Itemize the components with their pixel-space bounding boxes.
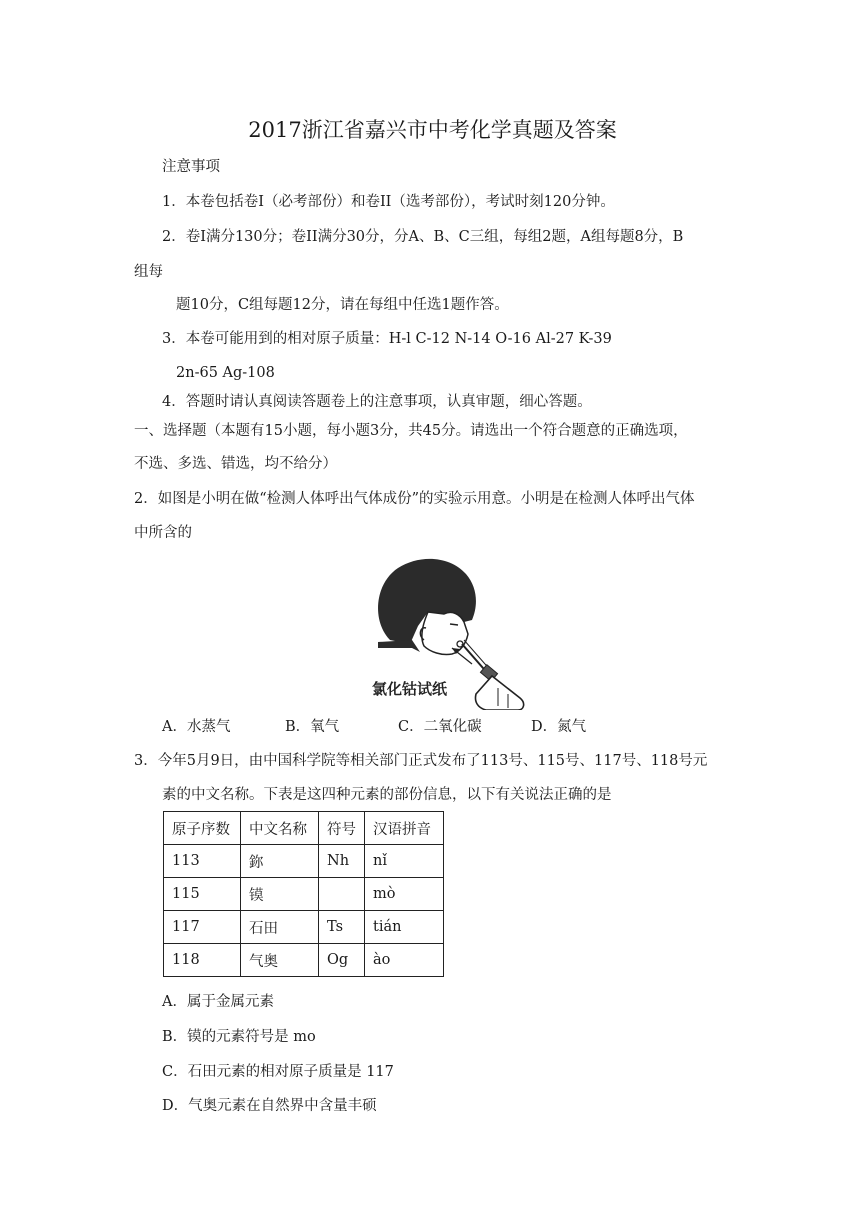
table-cell: Ts: [319, 911, 365, 944]
table-cell: 117: [164, 911, 241, 944]
notice-item-2-cont: 组每: [134, 264, 163, 280]
question-3-option-b: B．镆的元素符号是 mo: [162, 1029, 316, 1045]
question-2-option-b: B．氧气: [285, 719, 340, 735]
table-cell: 115: [164, 878, 241, 911]
table-cell: 石田: [241, 911, 319, 944]
table-row: [164, 911, 444, 944]
question-2-option-d: D．氮气: [531, 719, 587, 735]
table-cell: nǐ: [365, 845, 444, 878]
question-3-option-a: A．属于金属元素: [162, 994, 274, 1010]
question-2-stem-cont: 中所含的: [134, 525, 192, 541]
question-2-option-a: A．水蒸气: [162, 719, 231, 735]
question-3-option-c: C．石田元素的相对原子质量是 117: [162, 1064, 394, 1080]
question-3-stem: 3．今年5月9日，由中国科学院等相关部门正式发布了113号、115号、117号、118号元: [134, 753, 708, 769]
table-cell: [319, 878, 365, 911]
table-header-row: [164, 812, 444, 845]
document-title: 2017浙江省嘉兴市中考化学真题及答案: [248, 118, 617, 142]
table-cell: 鉨: [241, 845, 319, 878]
notice-item-3-cont: 2n-65 Ag-108: [176, 365, 275, 381]
notice-item-3: 3．本卷可能用到的相对原子质量：H-l C-12 N-14 O-16 Al-27 K-39: [162, 331, 612, 347]
table-cell: 118: [164, 944, 241, 977]
section-heading-cont: 不选、多选、错选，均不给分）: [134, 456, 337, 472]
person-blowing-into-bottle-illustration: [368, 548, 530, 710]
notice-item-2-cont2: 题10分，C组每题12分，请在每组中任选1题作答。: [176, 297, 509, 313]
figure-label: 氯化钴试纸: [372, 680, 448, 698]
notice-heading: 注意事项: [162, 159, 220, 175]
table-cell: Nh: [319, 845, 365, 878]
question-3-stem-cont: 素的中文名称。下表是这四种元素的部份信息，以下有关说法正确的是: [162, 787, 612, 803]
table-cell: 气奥: [241, 944, 319, 977]
table-cell: 镆: [241, 878, 319, 911]
notice-item-4: 4．答题时请认真阅读答题卷上的注意事项，认真审题，细心答题。: [162, 394, 592, 410]
table-cell: 113: [164, 845, 241, 878]
header-symbol: 符号: [319, 812, 365, 845]
table-row: [164, 878, 444, 911]
table-row: [164, 944, 444, 977]
element-info-table: [163, 811, 444, 977]
table-cell: tián: [365, 911, 444, 944]
table-cell: ào: [365, 944, 444, 977]
section-heading: 一、选择题（本题有15小题，每小题3分，共45分。请选出一个符合题意的正确选项，: [134, 423, 688, 439]
notice-item-2: 2．卷Ⅰ满分130分；卷II满分30分，分A、B、C三组，每组2题，A组每题8分，B: [162, 229, 684, 245]
question-2-option-c: C．二氧化碳: [398, 719, 482, 735]
header-chinese-name: 中文名称: [241, 812, 319, 845]
table-cell: mò: [365, 878, 444, 911]
table-cell: Og: [319, 944, 365, 977]
question-2-stem: 2．如图是小明在做“检测人体呼出气体成份”的实验示用意。小明是在检测人体呼出气体: [134, 491, 695, 507]
breath-test-figure: [368, 548, 530, 710]
header-pinyin: 汉语拼音: [365, 812, 444, 845]
table-row: [164, 845, 444, 878]
question-3-option-d: D．气奥元素在自然界中含量丰硕: [162, 1098, 377, 1114]
header-atomic-number: 原子序数: [164, 812, 241, 845]
notice-item-1: 1．本卷包括卷Ⅰ（必考部份）和卷II（选考部份），考试时刻120分钟。: [162, 194, 615, 210]
